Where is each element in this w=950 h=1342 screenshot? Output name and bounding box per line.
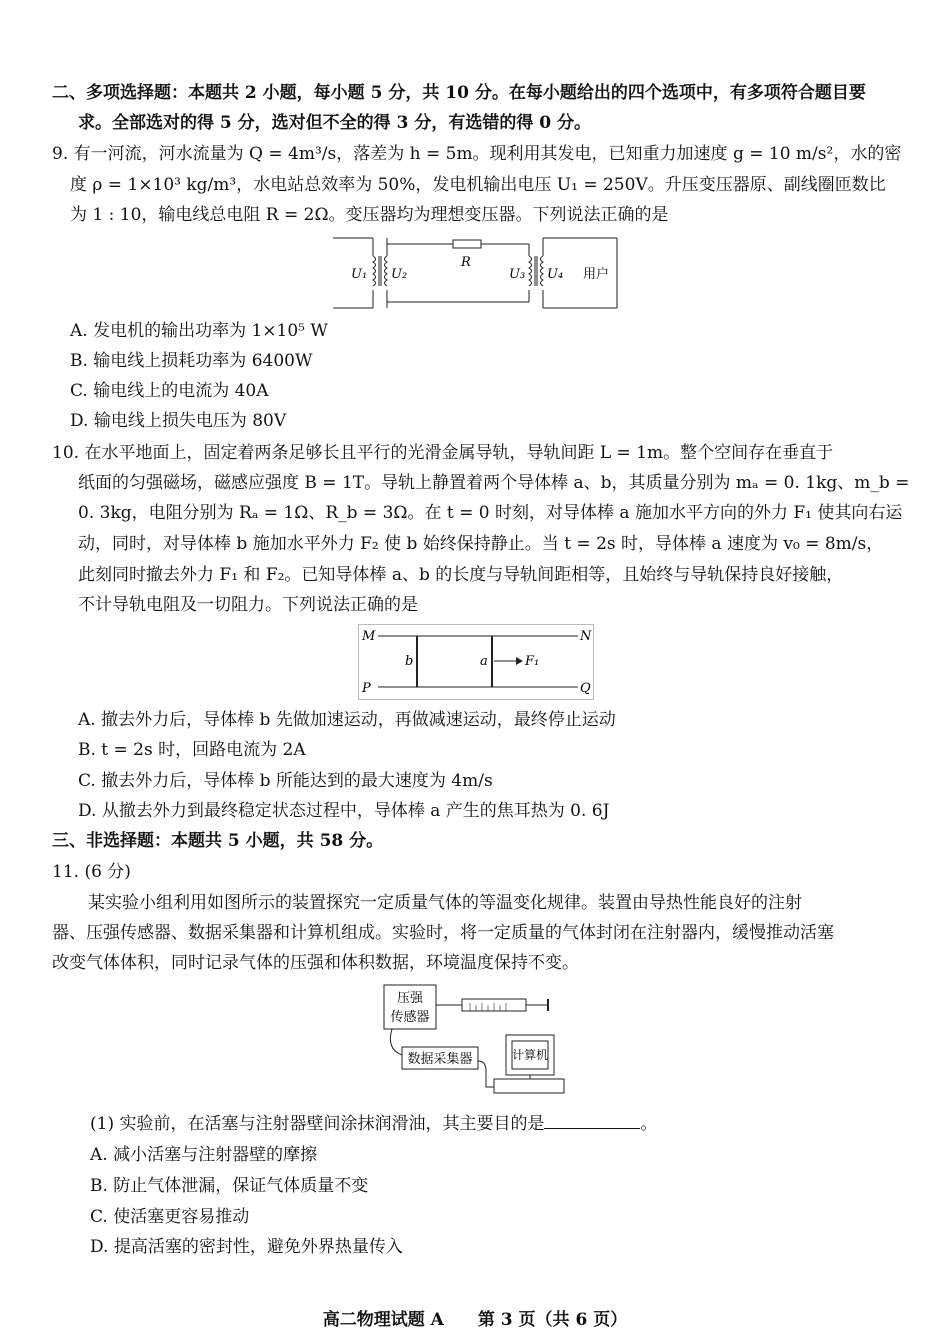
q10-label-f1: F₁ [525, 654, 540, 669]
q9-transmission-diagram [333, 234, 619, 312]
q10-label-a: a [480, 654, 488, 669]
q11-para-line2: 器、压强传感器、数据采集器和计算机组成。实验时，将一定质量的气体封闭在注射器内，缓慢推动活塞 [52, 923, 834, 943]
q11-option-a: A. 减小活塞与注射器壁的摩擦 [90, 1145, 318, 1165]
q10-line4: 动，同时，对导体棒 b 施加水平外力 F₂ 使 b 始终保持静止。当 t = 2s 时，导体棒 a 速度为 v₀ = 8m/s， [78, 534, 884, 554]
q10-option-a: A. 撤去外力后，导体棒 b 先做加速运动，再做减速运动，最终停止运动 [78, 710, 616, 730]
q9-option-a: A. 发电机的输出功率为 1×10⁵ W [70, 321, 328, 341]
q11-label-computer: 计算机 [511, 1048, 549, 1062]
answer-blank[interactable] [544, 1110, 640, 1129]
q10-line2: 纸面的匀强磁场，磁感应强度 B = 1T。导轨上静置着两个导体棒 a、b，其质量分别为 mₐ = 0. 1kg、m_b = [78, 473, 910, 493]
q9-label-u4: U₄ [547, 267, 564, 282]
q9-label-u1: U₁ [351, 267, 368, 282]
section2-header-line1: 二、多项选择题：本题共 2 小题，每小题 5 分，共 10 分。在每小题给出的四个选项中，有多项符合题目要 [52, 83, 866, 103]
q9-label-user: 用户 [583, 267, 610, 282]
section2-header-line2: 求。全部选对的得 5 分，选对但不全的得 3 分，有选错的得 0 分。 [78, 113, 591, 133]
q10-label-q: Q [580, 681, 591, 696]
q9-line3: 为 1 : 10，输电线总电阻 R = 2Ω。变压器均为理想变压器。下列说法正确的是 [70, 205, 669, 225]
q11-sub1-text: (1) 实验前，在活塞与注射器壁间涂抹润滑油，其主要目的是 [90, 1114, 545, 1134]
q10-rails-diagram [358, 624, 594, 700]
section3-header: 三、非选择题：本题共 5 小题，共 58 分。 [52, 831, 384, 851]
q9-option-d: D. 输电线上损失电压为 80V [70, 411, 287, 431]
q11-para-line3: 改变气体体积，同时记录气体的压强和体积数据，环境温度保持不变。 [52, 953, 579, 973]
q11-apparatus-diagram [378, 983, 566, 1099]
q11-number: 11. (6 分) [52, 862, 131, 882]
q10-line6: 不计导轨电阻及一切阻力。下列说法正确的是 [78, 595, 418, 615]
q11-label-sensor2: 传感器 [390, 1010, 430, 1025]
q10-line5: 此刻同时撤去外力 F₁ 和 F₂。已知导体棒 a、b 的长度与导轨间距相等，且始终与导轨保持良好接触， [78, 565, 844, 585]
q10-label-p: P [362, 681, 371, 696]
q11-label-collector: 数据采集器 [407, 1052, 473, 1067]
q10-option-d: D. 从撤去外力到最终稳定状态过程中，导体棒 a 产生的焦耳热为 0. 6J [78, 801, 610, 821]
q11-option-c: C. 使活塞更容易推动 [90, 1207, 250, 1227]
q9-line2: 度 ρ = 1×10³ kg/m³，水电站总效率为 50%，发电机输出电压 U₁ = 250V。升压变压器原、副线圈匝数比 [70, 175, 886, 195]
q11-sub1-end: 。 [640, 1114, 658, 1134]
page-footer: 高二物理试题 A 第 3 页（共 6 页） [322, 1310, 628, 1330]
q11-option-b: B. 防止气体泄漏，保证气体质量不变 [90, 1176, 369, 1196]
q11-option-d: D. 提高活塞的密封性，避免外界热量传入 [90, 1237, 403, 1257]
q10-label-b: b [405, 654, 414, 669]
q9-option-c: C. 输电线上的电流为 40A [70, 381, 269, 401]
q10-line3: 0. 3kg，电阻分别为 Rₐ = 1Ω、R_b = 3Ω。在 t = 0 时刻，对导体棒 a 施加水平方向的外力 F₁ 使其向右运 [78, 503, 903, 523]
q9-label-r: R [461, 255, 471, 270]
q10-option-c: C. 撤去外力后，导体棒 b 所能达到的最大速度为 4m/s [78, 771, 493, 791]
q9-label-u2: U₂ [391, 267, 408, 282]
q9-line1: 9. 有一河流，河水流量为 Q = 4m³/s，落差为 h = 5m。现利用其发电，已知重力加速度 g = 10 m/s²，水的密 [52, 144, 902, 164]
q10-label-n: N [580, 629, 592, 644]
q10-label-m: M [362, 629, 376, 644]
q10-option-b: B. t = 2s 时，回路电流为 2A [78, 740, 306, 760]
q9-label-u3: U₃ [509, 267, 526, 282]
q11-label-sensor1: 压强 [396, 991, 424, 1006]
q11-para-line1: 某实验小组利用如图所示的装置探究一定质量气体的等温变化规律。装置由导热性能良好的注射 [88, 893, 802, 913]
q11-sub1 [90, 1109, 657, 1139]
q10-line1: 10. 在水平地面上，固定着两条足够长且平行的光滑金属导轨，导轨间距 L = 1m。整个空间存在垂直于 [52, 443, 834, 463]
q9-option-b: B. 输电线上损耗功率为 6400W [70, 351, 313, 371]
